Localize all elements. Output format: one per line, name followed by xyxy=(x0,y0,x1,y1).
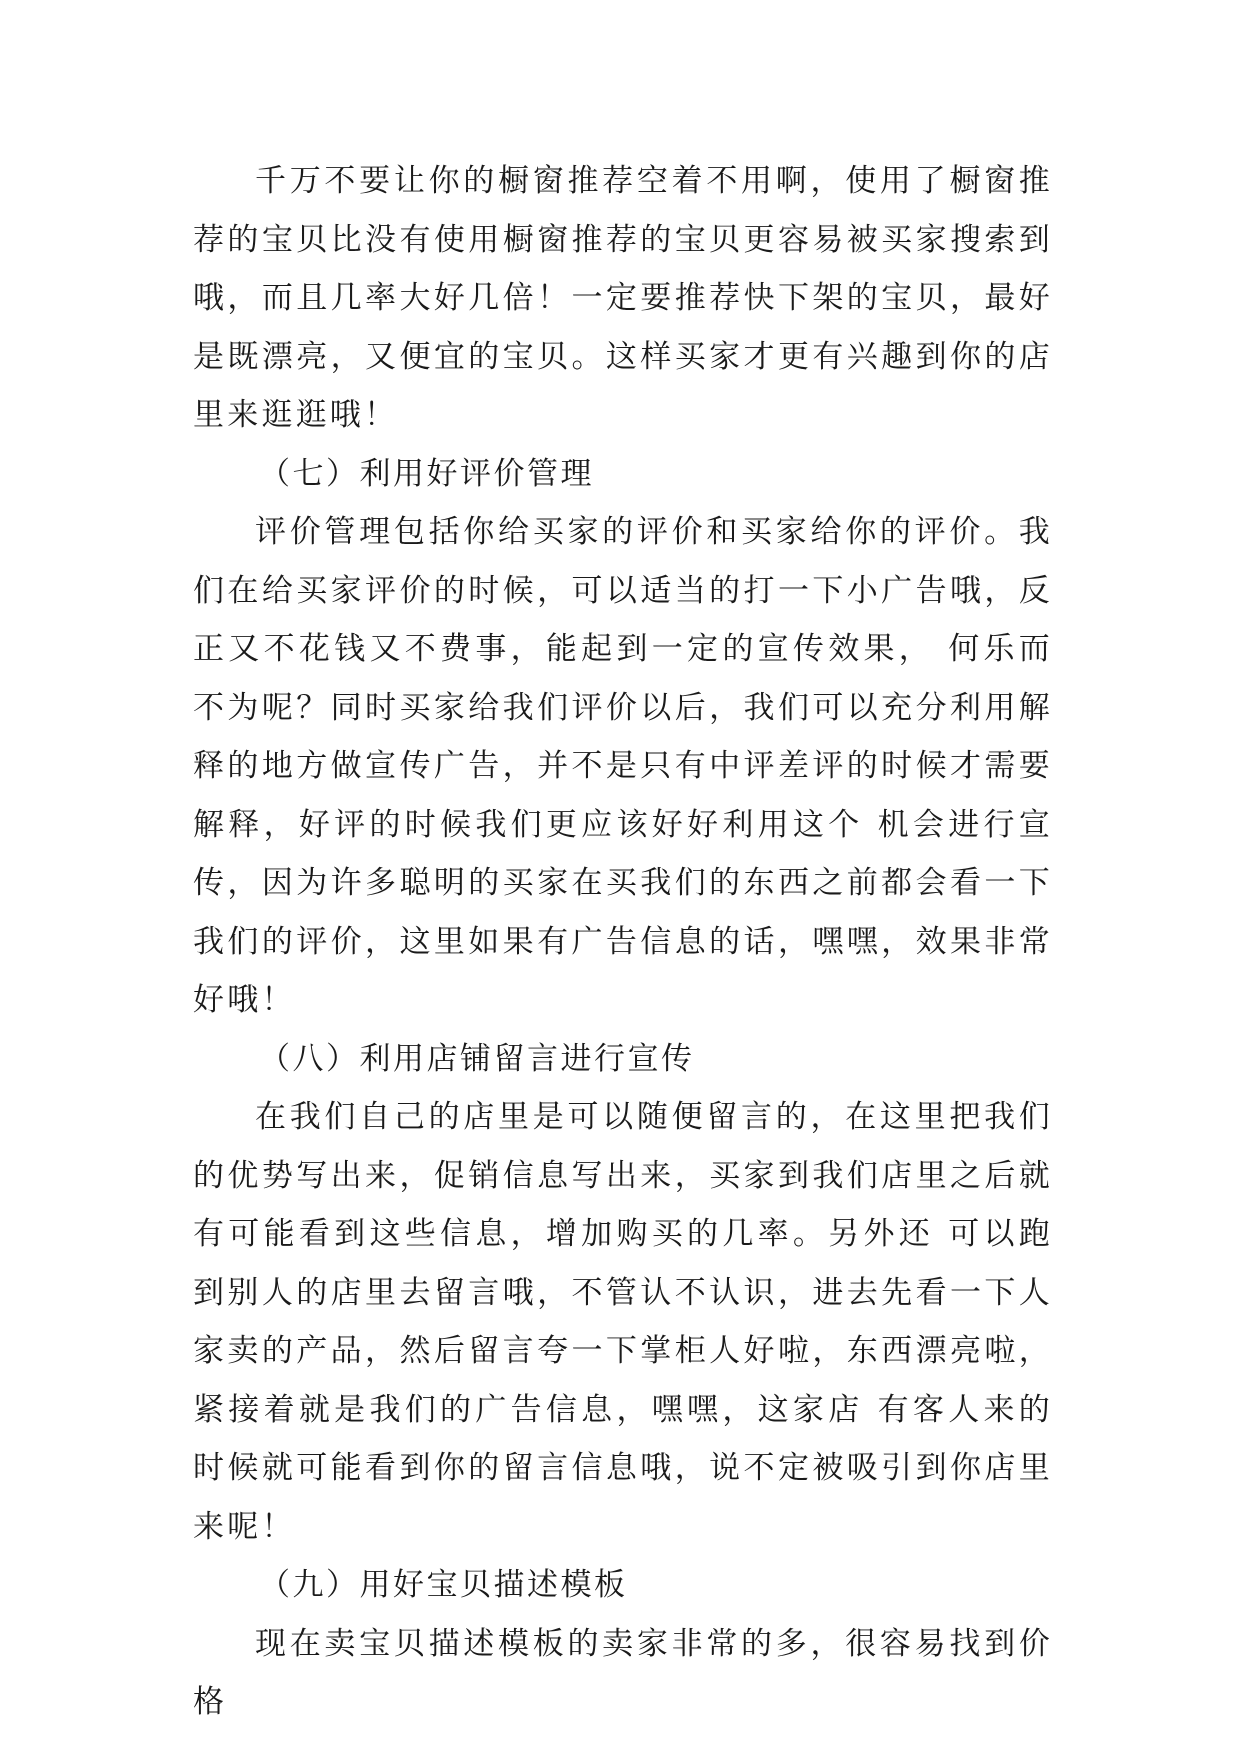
paragraph-shop-messages: 在我们自己的店里是可以随便留言的，在这里把我们的优势写出来，促销信息写出来，买家到我们店里之后就有可能看到这些信息，增加购买的几率。另外还 可以跑到别人的店里去留言哦，不管认不认识，进去先看一下人家卖的产品，然后留言夸一下掌柜人好啦，东西漂亮啦，紧接着就是我们的广告信息，嘿嘿，这家店 有客人来的时候就可能看到你的留言信息哦，说不定被吸引到你店里来呢！ xyxy=(193,1099,1053,1545)
paragraph-description-template: 现在卖宝贝描述模板的卖家非常的多，很容易找到价格 xyxy=(193,1625,1053,1720)
section-heading-9: （九）用好宝贝描述模板 xyxy=(259,1567,628,1603)
section-heading-8: （八）利用店铺留言进行宣传 xyxy=(259,1040,695,1077)
document-body xyxy=(193,152,1053,1732)
paragraph-review-management: 评价管理包括你给买家的评价和买家给你的评价。我们在给买家评价的时候，可以适当的打一下小广告哦，反正又不花钱又不费事，能起到一定的宣传效果， 何乐而不为呢？同时买家给我们评价以后，我们可以充分利用解释的地方做宣传广告，并不是只有中评差评的时候才需要解释，好评的时候我们更应该好好利用这个 机会进行宣传，因为许多聪明的买家在买我们的东西之前都会看一下我们的评价，这里如果有广告信息的话，嘿嘿，效果非常好哦！ xyxy=(193,514,1053,1018)
paragraph-showcase-recommendation: 千万不要让你的橱窗推荐空着不用啊，使用了橱窗推荐的宝贝比没有使用橱窗推荐的宝贝更容易被买家搜索到哦，而且几率大好几倍！一定要推荐快下架的宝贝，最好是既漂亮，又便宜的宝贝。这样买家才更有兴趣到你的店里来逛逛哦！ xyxy=(193,163,1053,433)
section-heading-7: （七）利用好评价管理 xyxy=(259,455,594,492)
